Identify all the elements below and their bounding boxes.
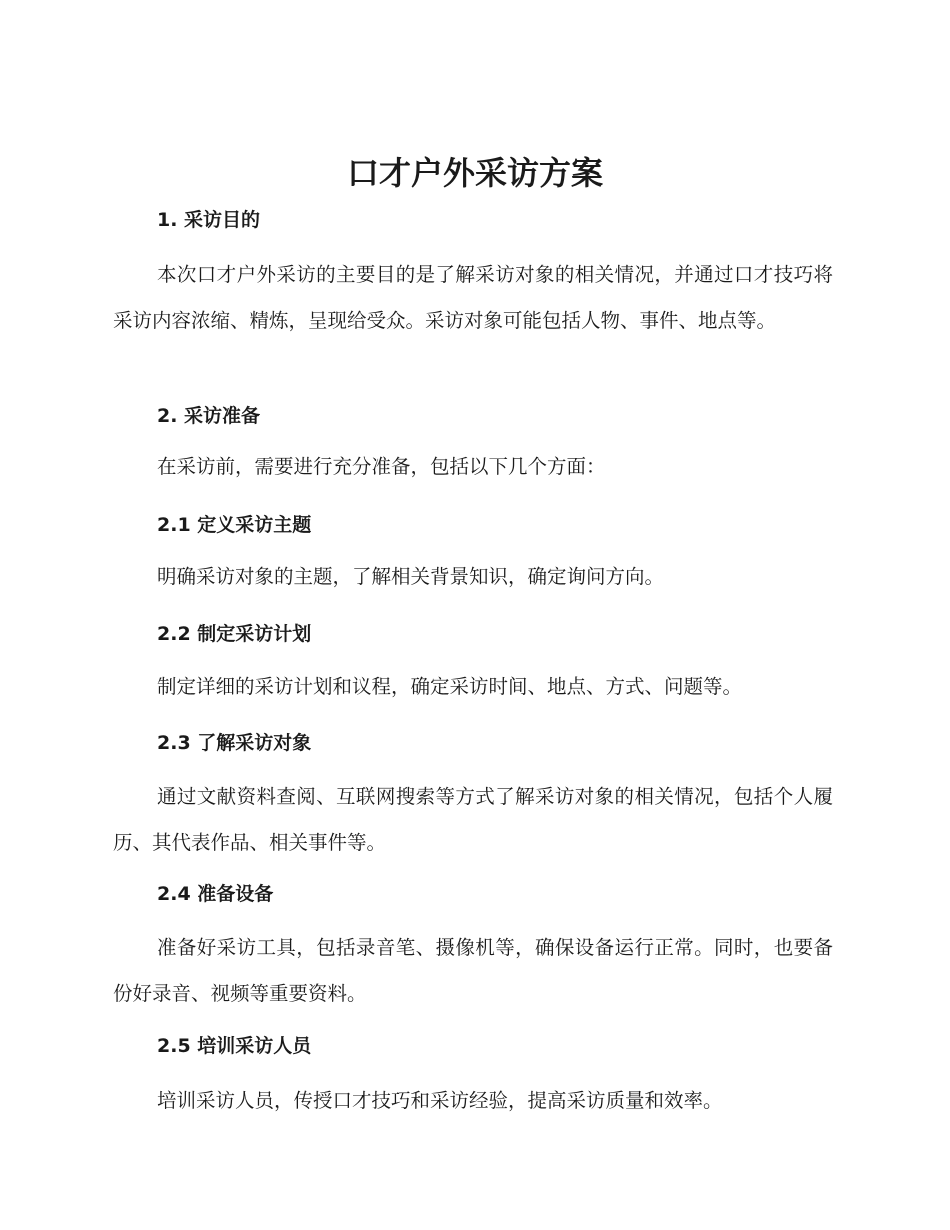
section-heading-plan: 2.2 制定采访计划 — [157, 623, 312, 645]
section-heading-equipment: 2.4 准备设备 — [157, 883, 274, 905]
section-heading-purpose: 1. 采访目的 — [157, 209, 261, 231]
document-title: 口才户外采访方案 — [346, 154, 603, 192]
section-heading-preparation: 2. 采访准备 — [157, 405, 261, 427]
section-text-plan: 制定详细的采访计划和议程，确定采访时间、地点、方式、问题等。 — [157, 675, 743, 698]
section-text-preparation: 在采访前，需要进行充分准备，包括以下几个方面： — [157, 455, 606, 478]
section-heading-define-topic: 2.1 定义采访主题 — [157, 514, 312, 536]
section-text-purpose: 本次口才户外采访的主要目的是了解采访对象的相关情况，并通过口才技巧将采访内容浓缩、精炼，呈现给受众。采访对象可能包括人物、事件、地点等。 — [113, 263, 833, 332]
section-text-training: 培训采访人员，传授口才技巧和采访经验，提高采访质量和效率。 — [157, 1089, 723, 1112]
section-text-define-topic: 明确采访对象的主题，了解相关背景知识，确定询问方向。 — [157, 565, 665, 588]
section-heading-training: 2.5 培训采访人员 — [157, 1035, 312, 1057]
section-heading-know-subject: 2.3 了解采访对象 — [157, 732, 312, 754]
section-text-know-subject: 通过文献资料查阅、互联网搜索等方式了解采访对象的相关情况，包括个人履历、其代表作品、相关事件等。 — [113, 785, 833, 854]
section-text-equipment: 准备好采访工具，包括录音笔、摄像机等，确保设备运行正常。同时，也要备份好录音、视频等重要资料。 — [113, 936, 833, 1005]
